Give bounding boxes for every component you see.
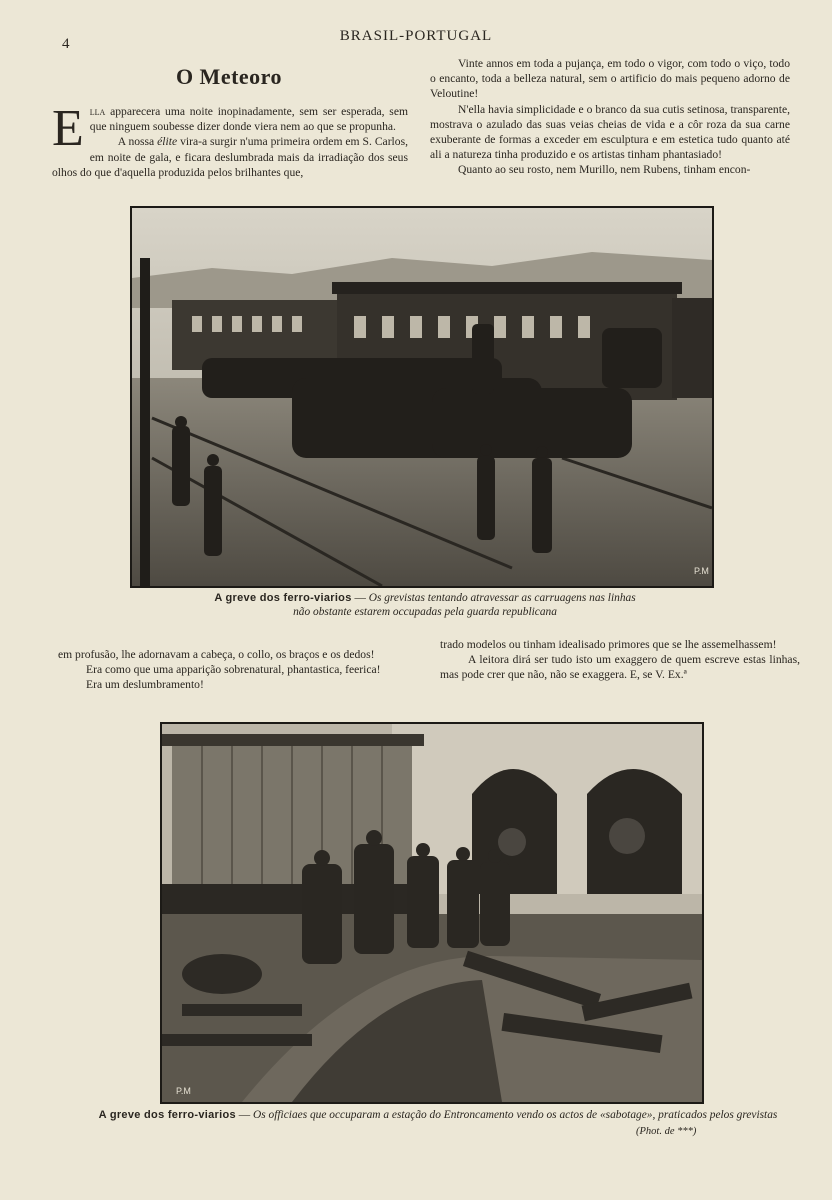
drop-cap: E <box>52 100 84 157</box>
dropcap-tail: lla <box>89 105 106 118</box>
paragraph: Quanto ao seu rosto, nem Murillo, nem Rubens, tinham encon- <box>458 163 751 177</box>
photo-caption-1 <box>130 591 720 619</box>
running-head: BRASIL-PORTUGAL <box>339 28 493 44</box>
photo-illustration <box>132 208 712 586</box>
paragraph: A leitora dirá ser tudo isto um exaggero de quem escreve estas linhas, mas pode crer que não, não se exaggera. E, se V. Ex.ª <box>440 653 800 682</box>
photo-caption-2 <box>66 1108 810 1122</box>
caption-title: A greve dos ferro-viarios <box>98 1109 236 1121</box>
caption-title: A greve dos ferro-viarios <box>214 592 352 604</box>
caption-dash: — <box>235 1109 254 1121</box>
paragraph-text: vira-a surgir n'uma primeira ordem em S. Carlos, em noite de gala, e ficara deslumbrada mais da irradiação dos seus olhos do que d'aquella produzida pelos brilhantes que, <box>52 135 408 179</box>
photo-credit: (Phot. de ***) <box>636 1126 697 1137</box>
emphasis-text: élite <box>157 135 178 149</box>
caption-text-line2: não obstante estarem occupadas pela guarda republicana <box>293 606 557 618</box>
paragraph-text: A nossa <box>117 135 158 149</box>
page-number: 4 <box>62 36 70 52</box>
paragraph: Era como que uma apparição sobrenatural, phantastica, feerica! <box>86 663 381 677</box>
photo-signature: P.M <box>694 566 709 576</box>
caption-text: Os officiaes que occuparam a estação do Entroncamento vendo os actos de «sabotage», praticados pelos grevistas <box>253 1109 778 1121</box>
photo-signature: P.M <box>176 1086 191 1096</box>
text-column-3 <box>58 647 418 693</box>
caption-dash: — <box>351 592 369 604</box>
article-title: O Meteoro <box>175 64 283 89</box>
text-column-1 <box>52 100 408 180</box>
photo-strikers-carriages <box>130 206 714 588</box>
photo-officers-entroncamento <box>160 722 704 1104</box>
paragraph-text: apparecera uma noite inopinadamente, sem ser esperada, sem que ninguem soubesse dizer donde viera nem ao que se propunha. <box>89 105 408 134</box>
paragraph: Era um deslumbramento! <box>86 678 204 692</box>
caption-text: Os grevistas tentando atravessar as carruagens nas linhas <box>368 592 636 604</box>
paragraph: Vinte annos em toda a pujança, em todo o vigor, com todo o viço, todo o encanto, toda a belleza natural, sem o artificio do mais pequeno adorno de Veloutine! <box>430 57 790 101</box>
text-column-4 <box>440 637 800 683</box>
paragraph: N'ella havia simplicidade e o branco da sua cutis setinosa, transparente, mostrava o azulado das suas veias cheias de vida e a côr roza da sua carne exuberante de formas a exceder em esculptura e em estetica tudo quanto até ali a natureza tinha produzido e os artistas tinham phantasiado! <box>430 102 790 162</box>
paragraph: em profusão, lhe adornavam a cabeça, o collo, os braços e os dedos! <box>58 648 375 661</box>
photo-illustration <box>162 724 702 1102</box>
paragraph: trado modelos ou tinham idealisado primores que se lhe assemelhassem! <box>440 638 777 651</box>
text-column-2 <box>430 56 790 178</box>
paragraph <box>52 134 408 180</box>
